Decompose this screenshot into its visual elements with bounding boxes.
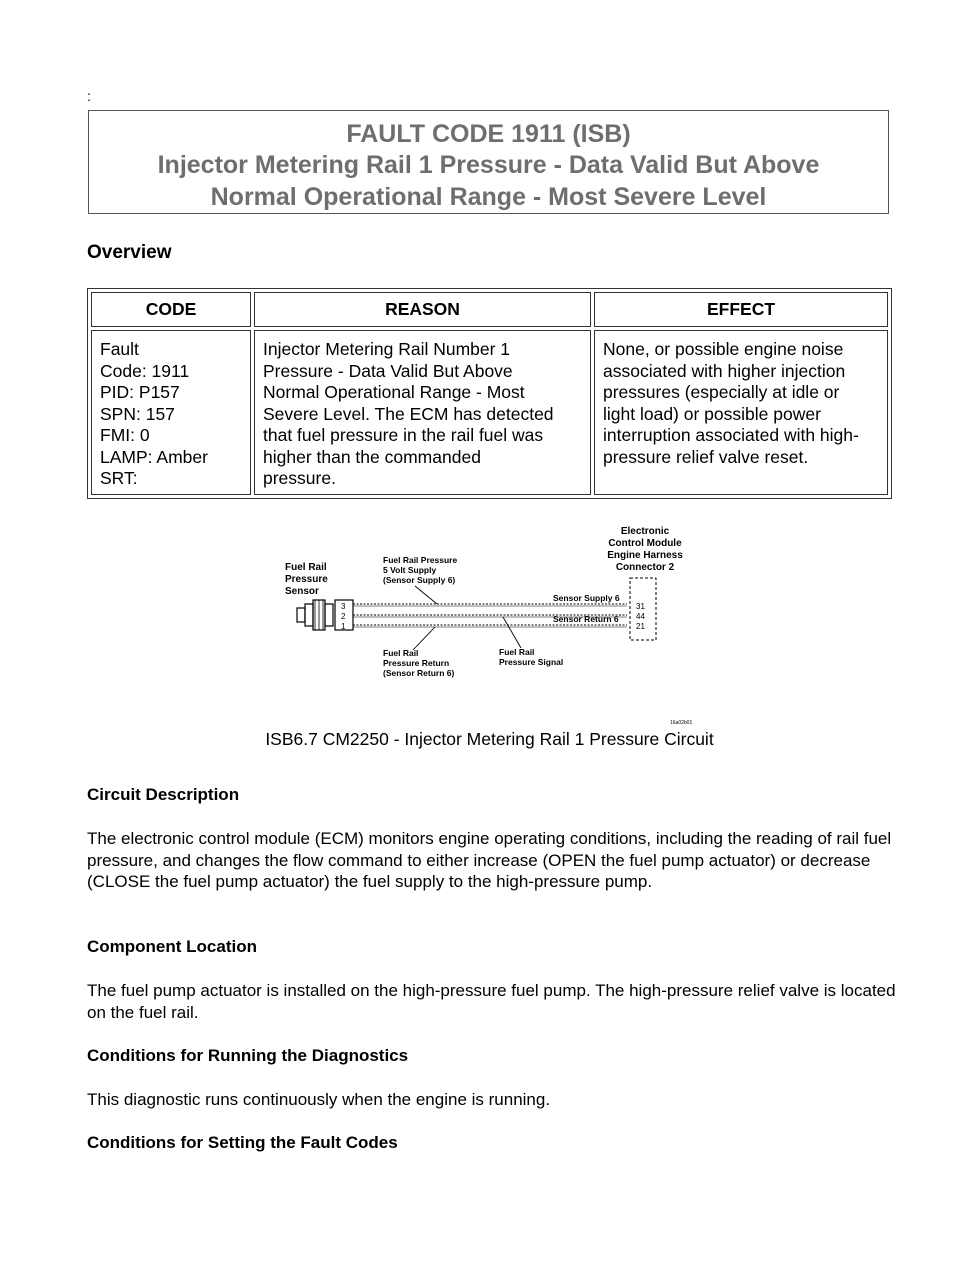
fault-subtitle-line1: Injector Metering Rail 1 Pressure - Data Valid But Above — [157, 151, 820, 179]
fault-title: FAULT CODE 1911 (ISB) — [346, 120, 631, 148]
sensor-label-3: Sensor — [285, 586, 319, 597]
ecm-label-3: Engine Harness — [607, 550, 683, 561]
supply-label-3: (Sensor Supply 6) — [383, 575, 456, 585]
wire-return — [353, 625, 627, 627]
header-effect: EFFECT — [594, 292, 888, 327]
table-header-row — [91, 292, 888, 327]
header-code: CODE — [91, 292, 251, 327]
ecm-pin-44: 44 — [636, 612, 645, 621]
sensor-label-2: Pressure — [285, 574, 328, 585]
sensor-pin-3: 3 — [341, 602, 346, 611]
table-row — [91, 330, 888, 495]
ecm-label-1: Electronic — [620, 526, 670, 537]
ecm-pin-31: 31 — [636, 602, 645, 611]
ecm-label-4: Connector 2 — [615, 562, 675, 573]
sensor-pin-2: 2 — [341, 612, 346, 621]
fault-title-box — [88, 110, 889, 214]
effect-cell: None, or possible engine noise associated with higher injection pressures (especially at idle or light load) or possible power interruption associated with high- pressure relief valve reset. — [594, 330, 888, 495]
supply-label-2: 5 Volt Supply — [383, 565, 437, 575]
wire-supply — [353, 604, 627, 606]
fault-subtitle-line2: Normal Operational Range - Most Severe Level — [210, 183, 767, 211]
setting-conditions-heading: Conditions for Setting the Fault Codes — [87, 1133, 398, 1152]
circuit-description-heading: Circuit Description — [87, 785, 240, 804]
leading-mark: : — [87, 88, 91, 104]
overview-heading: Overview — [87, 242, 172, 263]
running-conditions-text: This diagnostic runs continuously when the engine is running. — [87, 1090, 551, 1109]
diagram-caption: ISB6.7 CM2250 - Injector Metering Rail 1 Pressure Circuit — [265, 729, 714, 749]
sensor-pin-1: 1 — [341, 622, 346, 631]
circuit-description-text: The electronic control module (ECM) monitors engine operating conditions, including the reading of rail fuel pressure, and changes the flow command to either increase (OPEN the fuel pump actuator) or decrease (CLOSE the fuel pump actuator) the fuel supply to the high-pressure pump. — [87, 829, 892, 891]
supply-label-1: Fuel Rail Pressure — [383, 555, 458, 565]
component-location-heading: Component Location — [87, 937, 257, 956]
signal-label-1: Fuel Rail — [499, 647, 535, 657]
ecm-pin-21: 21 — [636, 622, 645, 631]
code-cell: Fault Code: 1911 PID: P157 SPN: 157 FMI: 0 LAMP: Amber SRT: — [91, 330, 251, 495]
header-reason: REASON — [254, 292, 591, 327]
return-label-1: Fuel Rail — [383, 648, 419, 658]
return-label-3: (Sensor Return 6) — [383, 668, 455, 678]
overview-table — [87, 288, 892, 499]
reason-cell: Injector Metering Rail Number 1 Pressure - Data Valid But Above Normal Operational Range - Most Severe Level. The ECM has detected that fuel pressure in the rail fuel was higher than the commanded pressure. — [254, 330, 591, 495]
circuit-diagram — [275, 520, 705, 730]
running-conditions-heading: Conditions for Running the Diagnostics — [87, 1046, 409, 1065]
wire-supply-label: Sensor Supply 6 — [553, 593, 620, 603]
wire-return-label: Sensor Return 6 — [553, 614, 619, 624]
component-location-text: The fuel pump actuator is installed on the high-pressure fuel pump. The high-pressure relief valve is located on the fuel rail. — [87, 981, 896, 1022]
signal-label-2: Pressure Signal — [499, 657, 564, 667]
return-label-2: Pressure Return — [383, 658, 450, 668]
sensor-label-1: Fuel Rail — [285, 562, 327, 573]
diagram-ref-id: 16a02b01 — [670, 720, 693, 726]
sensor-icon — [297, 600, 333, 630]
ecm-label-2: Control Module — [608, 538, 682, 549]
